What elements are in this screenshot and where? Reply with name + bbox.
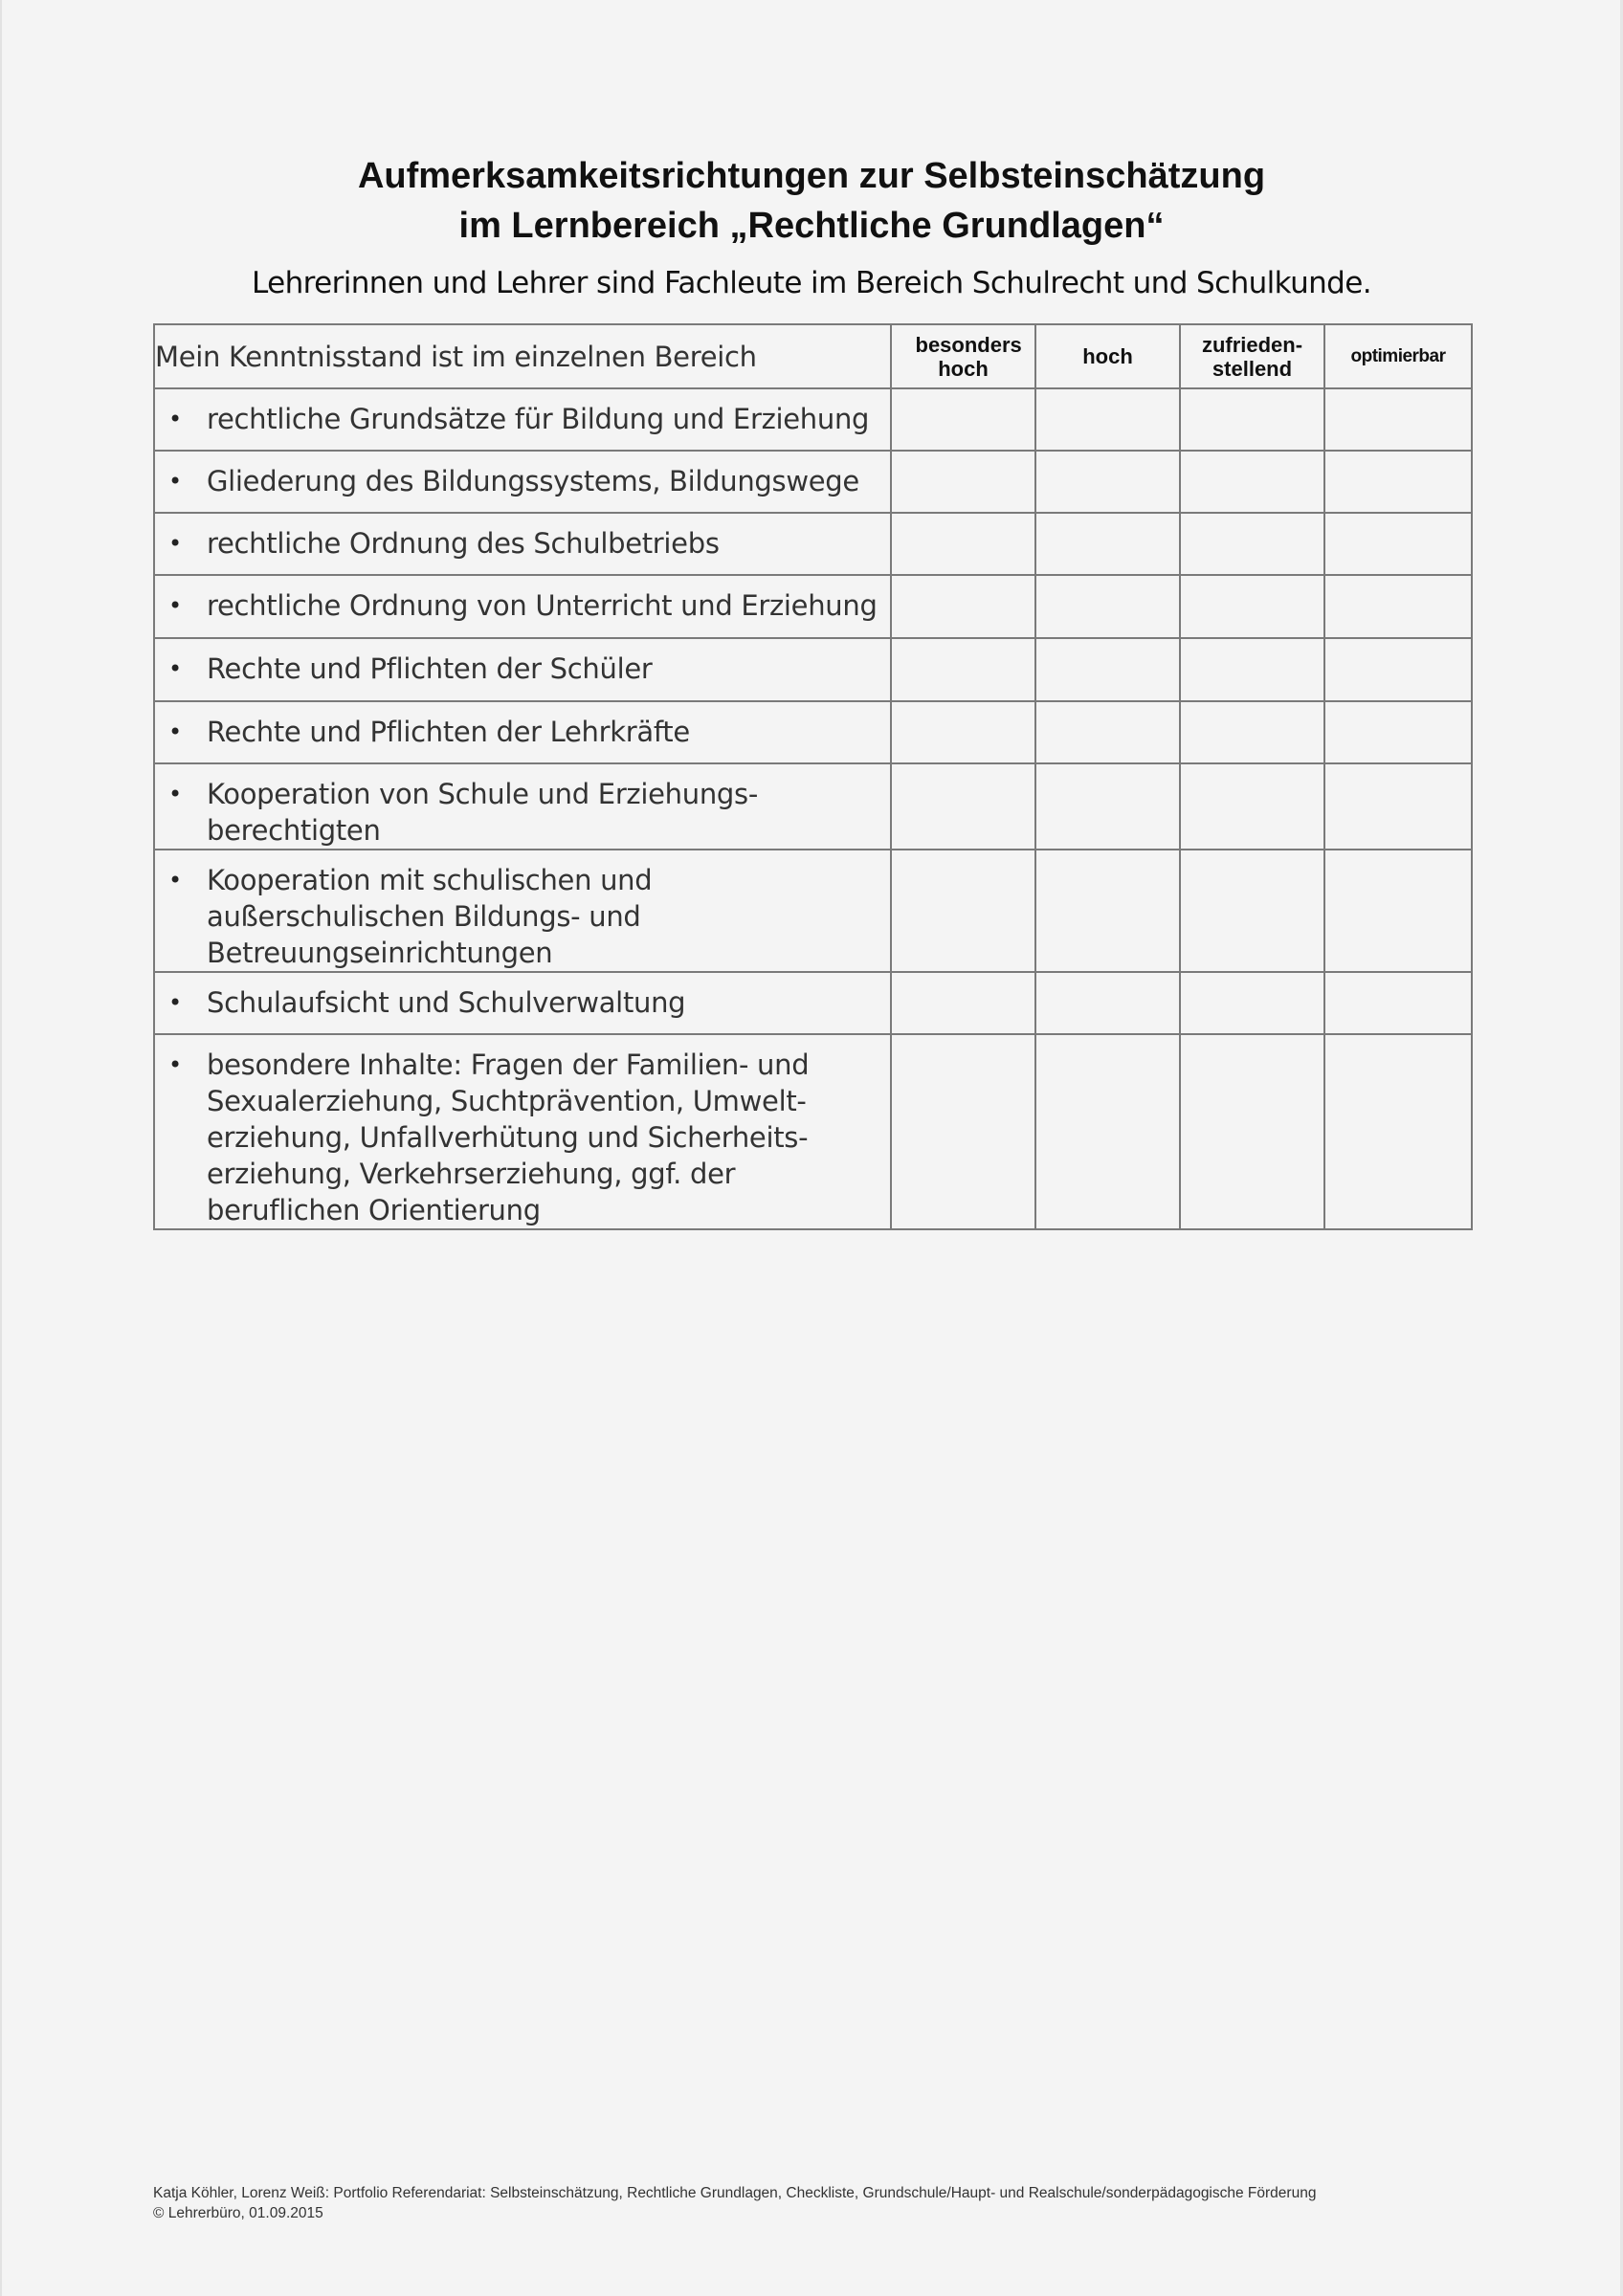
cell-besonders-hoch[interactable]: [891, 972, 1035, 1034]
cell-besonders-hoch[interactable]: [891, 575, 1035, 638]
table-row: [154, 1034, 1472, 1229]
cell-zufriedenstellend[interactable]: [1180, 638, 1324, 701]
document-title: [0, 151, 1623, 251]
row-label: [154, 388, 891, 451]
row-label: [154, 701, 891, 763]
cell-hoch[interactable]: [1035, 850, 1180, 972]
header-col-optimierbar: optimierbar: [1324, 324, 1472, 388]
cell-besonders-hoch[interactable]: [891, 388, 1035, 451]
table-row: [154, 701, 1472, 763]
row-label: [154, 850, 891, 972]
cell-zufriedenstellend[interactable]: [1180, 701, 1324, 763]
row-text: Schulaufsicht und Schulverwaltung: [207, 986, 686, 1019]
cell-besonders-hoch[interactable]: [891, 638, 1035, 701]
row-text: Rechte und Pflichten der Schüler: [207, 652, 653, 685]
title-line-2: im Lernbereich „Rechtliche Grundlagen“: [458, 206, 1165, 246]
row-text: Rechte und Pflichten der Lehrkräfte: [207, 716, 690, 748]
cell-zufriedenstellend[interactable]: [1180, 513, 1324, 575]
cell-hoch[interactable]: [1035, 451, 1180, 513]
cell-optimierbar[interactable]: [1324, 701, 1472, 763]
page-edge-left: [0, 0, 2, 2296]
row-text: Kooperation mit schulischen und außerschulischen Bildungs- und Betreuungseinrichtungen: [207, 864, 653, 969]
cell-hoch[interactable]: [1035, 701, 1180, 763]
cell-hoch[interactable]: [1035, 1034, 1180, 1229]
footer-line-2: © Lehrerbüro, 01.09.2015: [153, 2205, 323, 2221]
row-label: [154, 575, 891, 638]
row-text: Kooperation von Schule und Erziehungs-berechtigten: [207, 778, 758, 847]
row-text: besondere Inhalte: Fragen der Familien- und Sexualerziehung, Suchtprävention, Umwelt-erziehung, Unfallverhütung und Sicherheits-erziehung, Verkehrserziehung, ggf. der beruflichen Orientierung: [207, 1049, 810, 1226]
cell-optimierbar[interactable]: [1324, 575, 1472, 638]
cell-hoch[interactable]: [1035, 638, 1180, 701]
table-row: [154, 763, 1472, 850]
table-header-row: [154, 324, 1472, 388]
cell-besonders-hoch[interactable]: [891, 513, 1035, 575]
cell-optimierbar[interactable]: [1324, 388, 1472, 451]
cell-optimierbar[interactable]: [1324, 1034, 1472, 1229]
row-label: [154, 1034, 891, 1229]
row-label: [154, 451, 891, 513]
cell-besonders-hoch[interactable]: [891, 763, 1035, 850]
cell-besonders-hoch[interactable]: [891, 850, 1035, 972]
header-col-zufriedenstellend: [1180, 324, 1324, 388]
cell-besonders-hoch[interactable]: [891, 451, 1035, 513]
cell-hoch[interactable]: [1035, 388, 1180, 451]
cell-zufriedenstellend[interactable]: [1180, 451, 1324, 513]
row-label: [154, 513, 891, 575]
header-col-besonders-hoch: [891, 324, 1035, 388]
cell-hoch[interactable]: [1035, 513, 1180, 575]
bullet-icon: •: [168, 781, 182, 807]
bullet-icon: •: [168, 989, 182, 1016]
bullet-icon: •: [168, 867, 182, 894]
header-col-label: zufrieden-stellend: [1201, 332, 1303, 381]
header-col-label: besonders hoch: [915, 332, 1022, 381]
cell-optimierbar[interactable]: [1324, 972, 1472, 1034]
title-line-1: Aufmerksamkeitsrichtungen zur Selbsteinschätzung: [357, 156, 1266, 196]
table-row: [154, 388, 1472, 451]
cell-hoch[interactable]: [1035, 763, 1180, 850]
row-text: Gliederung des Bildungssystems, Bildungswege: [207, 465, 859, 497]
cell-zufriedenstellend[interactable]: [1180, 763, 1324, 850]
table-row: [154, 638, 1472, 701]
table-row: [154, 513, 1472, 575]
bullet-icon: •: [168, 468, 182, 495]
row-label: [154, 972, 891, 1034]
row-text: rechtliche Ordnung des Schulbetriebs: [207, 527, 720, 560]
cell-optimierbar[interactable]: [1324, 763, 1472, 850]
bullet-icon: •: [168, 655, 182, 682]
row-label: [154, 763, 891, 850]
cell-besonders-hoch[interactable]: [891, 701, 1035, 763]
header-main: Mein Kenntnisstand ist im einzelnen Bereich: [154, 324, 891, 388]
cell-optimierbar[interactable]: [1324, 513, 1472, 575]
table-row: [154, 451, 1472, 513]
table-row: [154, 575, 1472, 638]
table-row: [154, 972, 1472, 1034]
cell-hoch[interactable]: [1035, 575, 1180, 638]
bullet-icon: •: [168, 406, 182, 432]
cell-zufriedenstellend[interactable]: [1180, 972, 1324, 1034]
cell-zufriedenstellend[interactable]: [1180, 1034, 1324, 1229]
footer: [153, 2183, 1316, 2223]
cell-optimierbar[interactable]: [1324, 638, 1472, 701]
document-subtitle: Lehrerinnen und Lehrer sind Fachleute im Bereich Schulrecht und Schulkunde.: [252, 266, 1371, 300]
cell-hoch[interactable]: [1035, 972, 1180, 1034]
bullet-icon: •: [168, 1051, 182, 1078]
bullet-icon: •: [168, 530, 182, 557]
cell-zufriedenstellend[interactable]: [1180, 850, 1324, 972]
row-text: rechtliche Ordnung von Unterricht und Erziehung: [207, 589, 878, 622]
bullet-icon: •: [168, 592, 182, 619]
row-label: [154, 638, 891, 701]
footer-line-1: Katja Köhler, Lorenz Weiß: Portfolio Referendariat: Selbsteinschätzung, Rechtliche Grundlagen, Checkliste, Grundschule/Haupt- und Realschule/sonderpädagogische Förderung: [153, 2185, 1317, 2201]
row-text: rechtliche Grundsätze für Bildung und Erziehung: [207, 403, 870, 435]
self-assessment-table: [153, 323, 1473, 1230]
cell-besonders-hoch[interactable]: [891, 1034, 1035, 1229]
cell-zufriedenstellend[interactable]: [1180, 388, 1324, 451]
cell-zufriedenstellend[interactable]: [1180, 575, 1324, 638]
table-row: [154, 850, 1472, 972]
cell-optimierbar[interactable]: [1324, 451, 1472, 513]
header-col-hoch: hoch: [1035, 324, 1180, 388]
bullet-icon: •: [168, 718, 182, 745]
cell-optimierbar[interactable]: [1324, 850, 1472, 972]
